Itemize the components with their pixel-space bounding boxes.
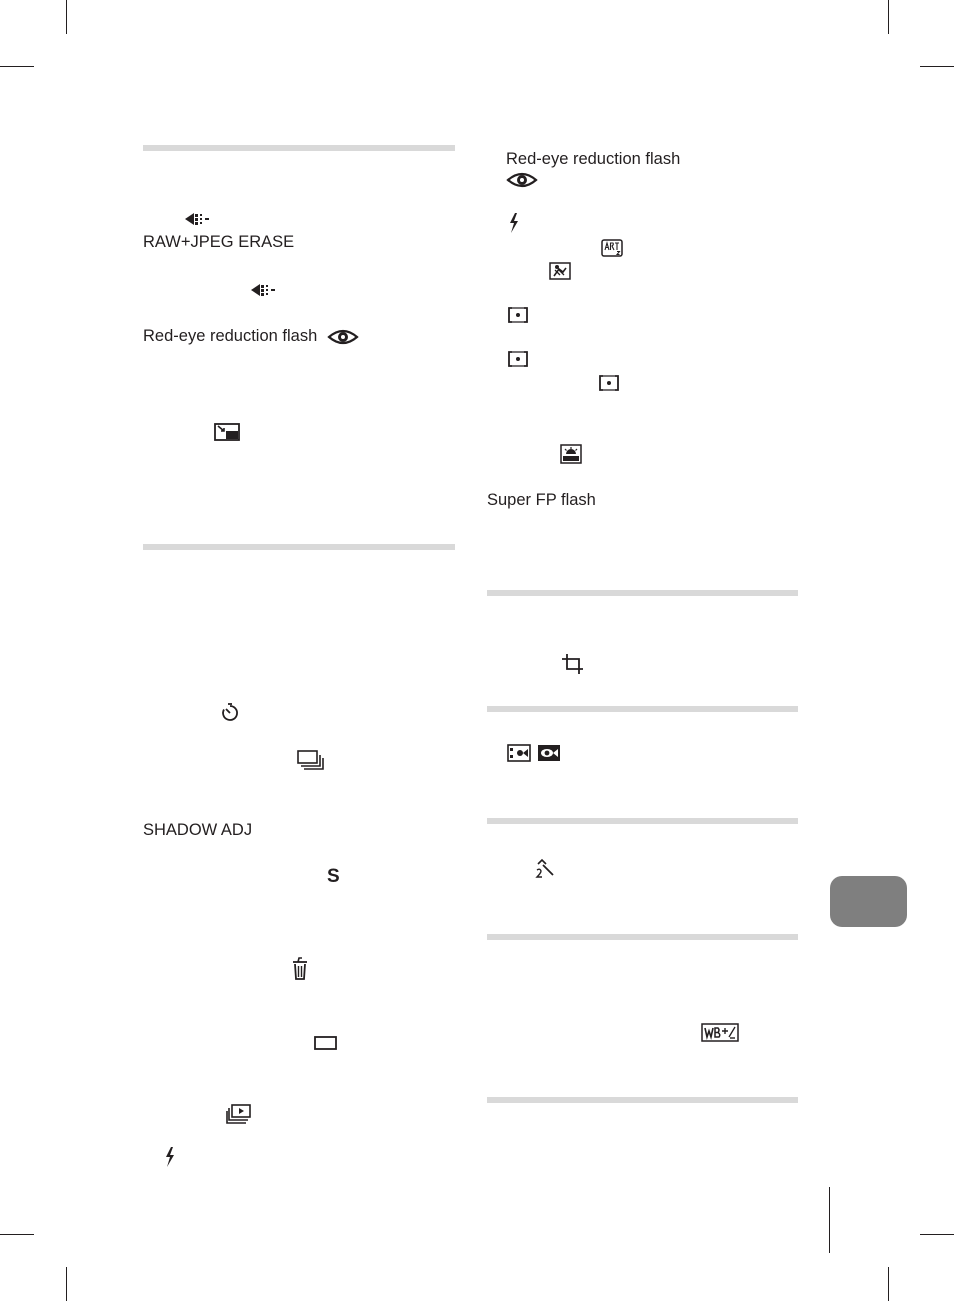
crop-mark: [0, 1234, 34, 1235]
shadow-adj-label: SHADOW ADJ: [143, 821, 253, 839]
red-eye-flash-label: Red-eye reduction flash: [506, 150, 681, 168]
section-divider: [143, 145, 455, 151]
red-eye-flash-label: Red-eye reduction flash: [143, 327, 318, 345]
crop-icon: [561, 653, 585, 675]
self-timer-icon: [219, 702, 241, 724]
page-edge-line: [829, 1187, 830, 1253]
wb-compensation-icon: [701, 1023, 739, 1042]
art-filter-icon: [601, 239, 623, 257]
section-divider: [487, 1097, 798, 1103]
crop-mark: [66, 1267, 67, 1301]
section-divider: [487, 934, 798, 940]
crop-mark: [920, 1234, 954, 1235]
crop-mark: [66, 0, 67, 34]
lens-icon: [534, 858, 556, 880]
crop-mark: [888, 0, 889, 34]
super-fp-flash-label: Super FP flash: [487, 491, 596, 509]
af-target-icon: [507, 350, 529, 368]
picture-in-picture-icon: [214, 423, 240, 441]
frame-icon: [314, 1036, 338, 1051]
sequential-shooting-icon: [297, 750, 325, 772]
shadow-adj-value: S: [327, 866, 340, 887]
crop-mark: [0, 66, 34, 67]
af-target-icon: [598, 374, 620, 392]
red-eye-icon: [506, 170, 538, 190]
raw-jpeg-icon: [184, 211, 212, 227]
flash-icon: [507, 212, 521, 234]
crop-mark: [888, 1267, 889, 1301]
section-divider: [487, 706, 798, 712]
scene-mode-icon: [549, 262, 571, 280]
section-divider: [143, 544, 455, 550]
movie-effect-icon: [507, 744, 531, 762]
section-tab-badge: [830, 876, 907, 927]
raw-jpeg-erase-label: RAW+JPEG ERASE: [143, 233, 295, 251]
af-target-icon: [507, 306, 529, 324]
red-eye-icon: [327, 327, 359, 347]
playback-icon: [226, 1104, 252, 1124]
movie-effect-icon: [537, 744, 561, 762]
backlight-scene-icon: [560, 444, 582, 464]
crop-mark: [920, 66, 954, 67]
delete-icon: [290, 957, 310, 981]
section-divider: [487, 590, 798, 596]
raw-jpeg-icon: [250, 282, 278, 298]
section-divider: [487, 818, 798, 824]
flash-icon: [163, 1146, 177, 1168]
